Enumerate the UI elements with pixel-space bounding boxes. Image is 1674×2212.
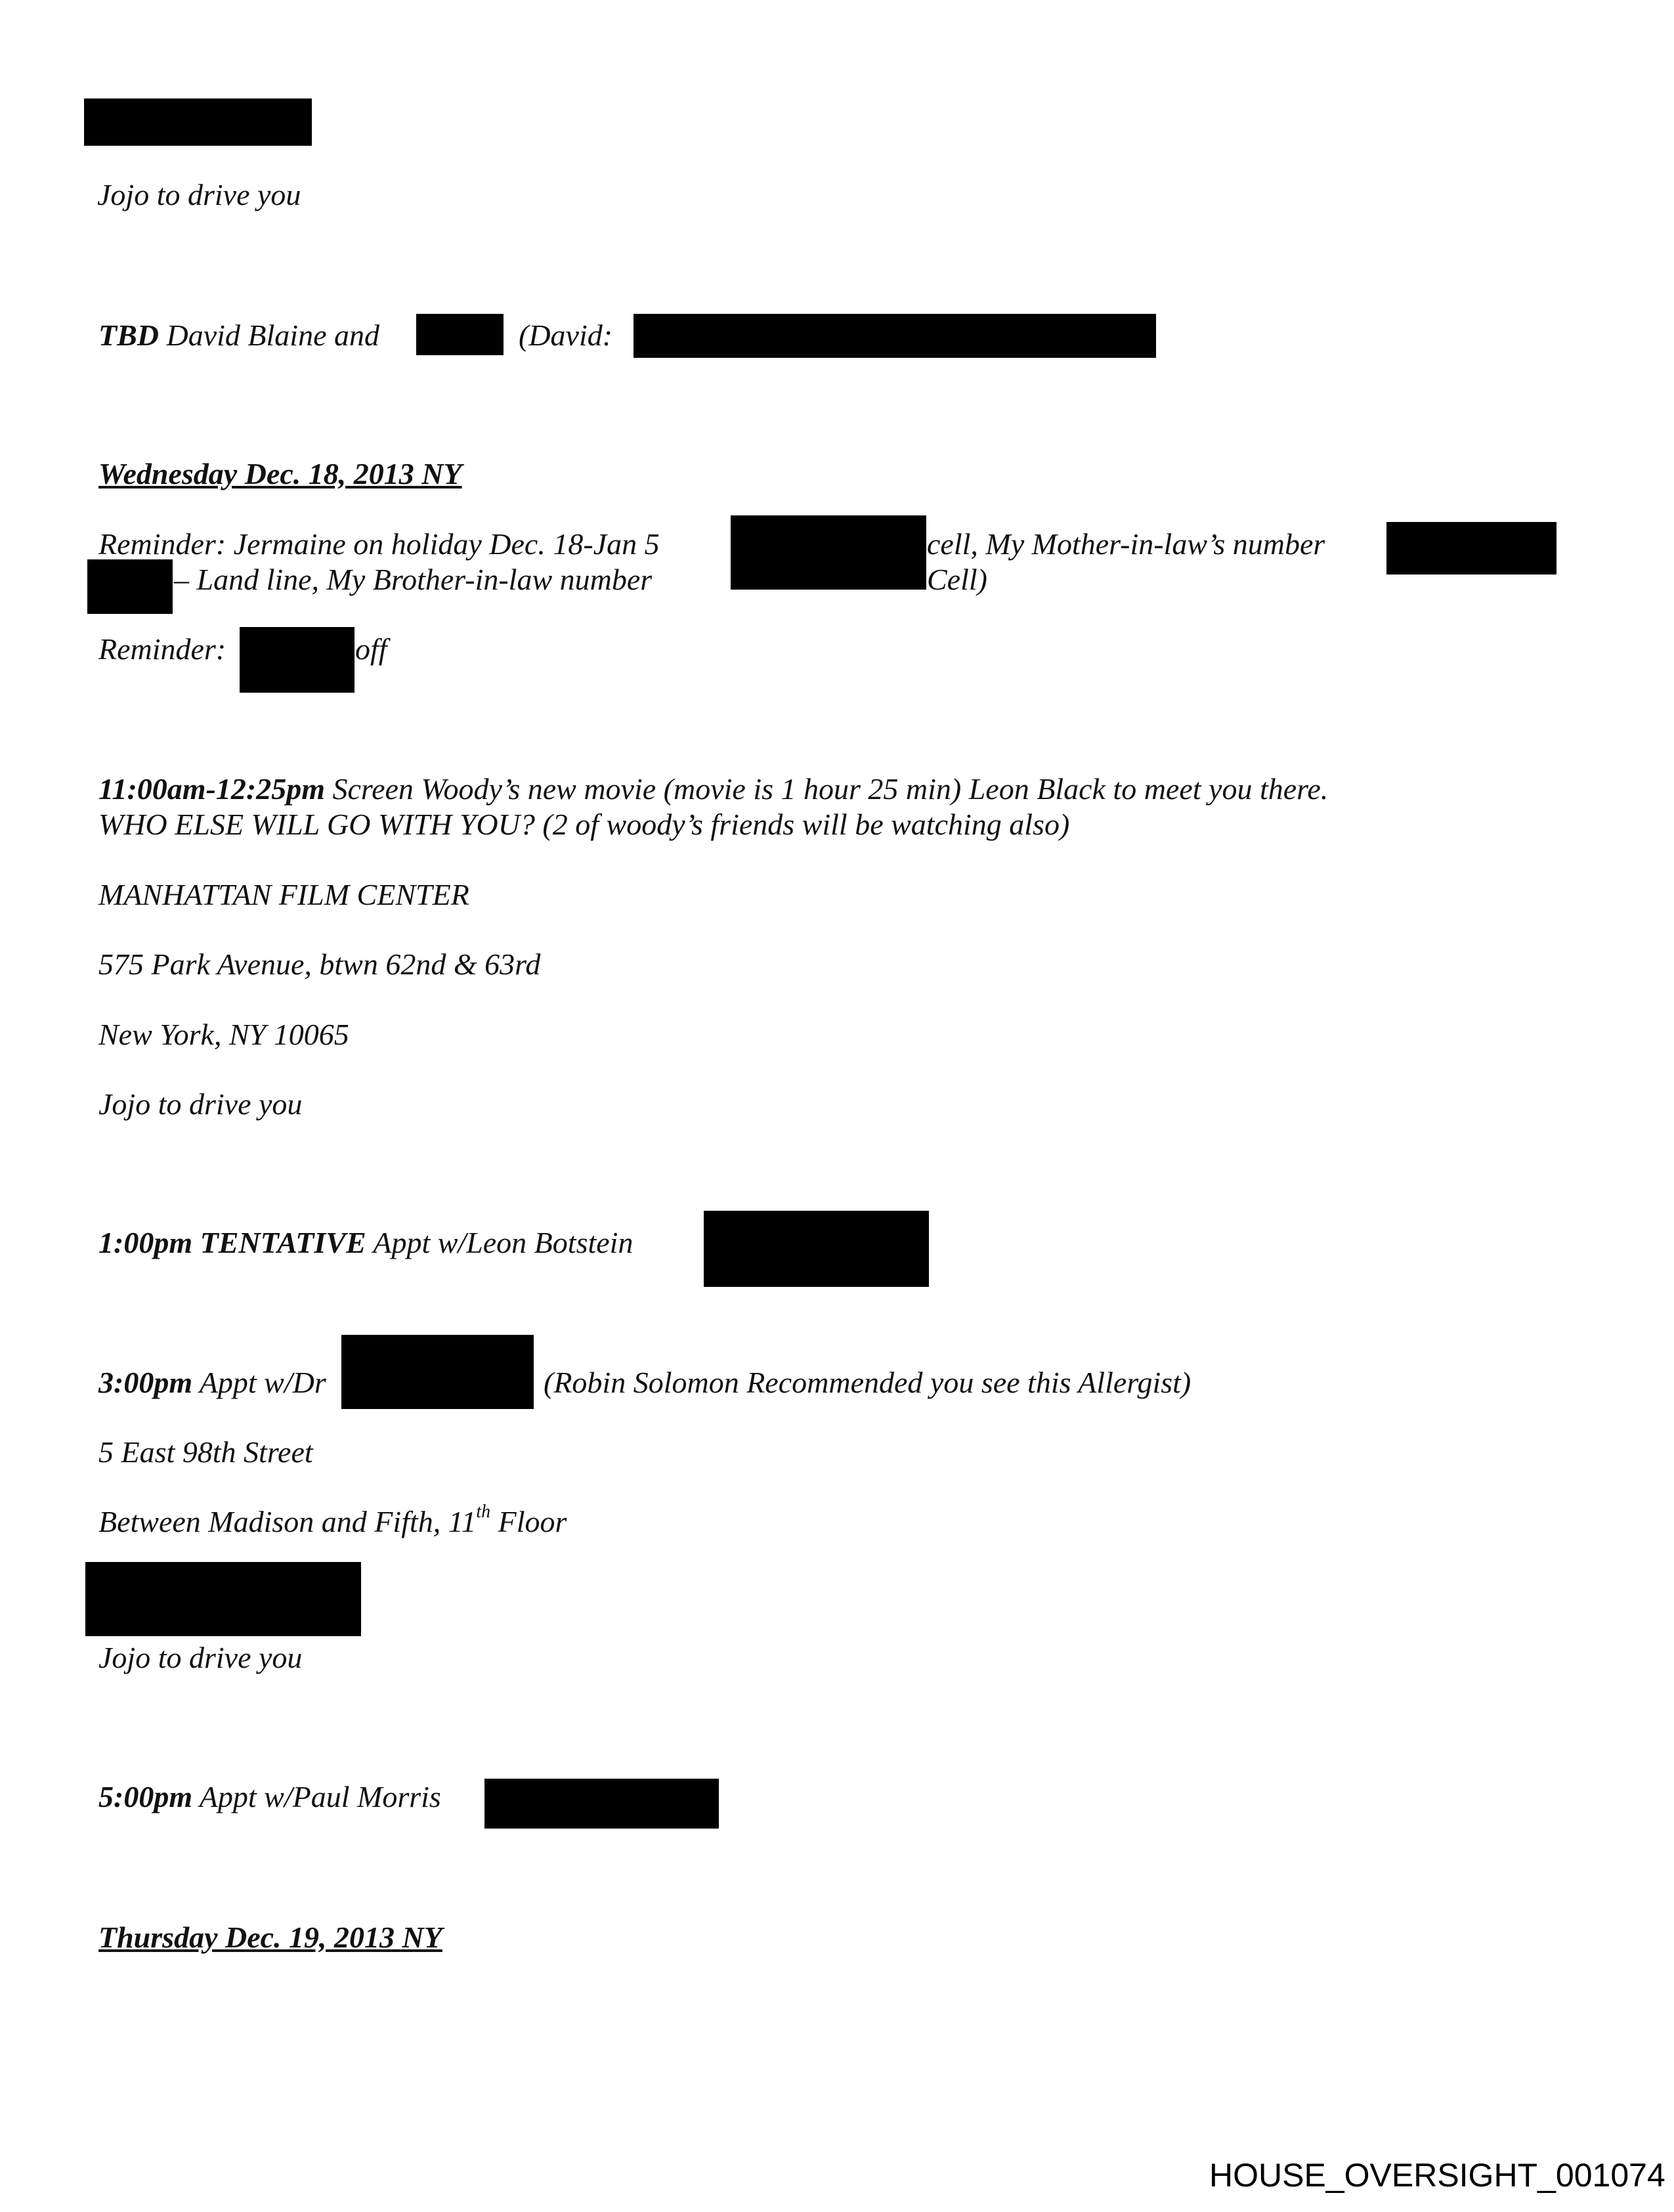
address-text: Floor — [490, 1505, 567, 1538]
address-line: 5 East 98th Street — [98, 1435, 313, 1469]
tbd-text: David Blaine and — [166, 318, 379, 352]
redaction-block — [704, 1211, 929, 1287]
tbd-contact: (David: — [519, 318, 613, 352]
event-text: Appt w/Leon Botstein — [373, 1226, 633, 1259]
bates-number: HOUSE_OVERSIGHT_001074 — [1209, 2157, 1665, 2194]
event-text: Appt w/Dr — [199, 1366, 326, 1399]
redaction-block — [240, 627, 354, 693]
drive-note: Jojo to drive you — [97, 178, 301, 211]
event-note: (Robin Solomon Recommended you see this Allergist) — [544, 1366, 1191, 1399]
event-time: 5:00pm — [98, 1780, 193, 1813]
redaction-block — [484, 1779, 719, 1829]
event-time: 1:00pm TENTATIVE — [98, 1226, 366, 1259]
redaction-block — [416, 314, 504, 355]
reminder-line: cell, My Mother-in-law’s number — [927, 527, 1325, 561]
address-line — [98, 1501, 567, 1540]
drive-note: Jojo to drive you — [98, 1641, 303, 1674]
redaction-block — [85, 1562, 361, 1636]
reminder-line: off — [355, 632, 387, 666]
ordinal-suffix: th — [476, 1501, 491, 1522]
redaction-block — [87, 559, 173, 614]
redaction-block — [633, 314, 1156, 358]
address-line: New York, NY 10065 — [98, 1018, 349, 1051]
reminder-line: Reminder: — [98, 632, 226, 666]
address-line: 575 Park Avenue, btwn 62nd & 63rd — [98, 947, 541, 981]
redaction-block — [341, 1335, 534, 1409]
day-heading: Thursday Dec. 19, 2013 NY — [98, 1920, 442, 1954]
redaction-block — [1386, 522, 1556, 575]
event-line — [98, 1779, 441, 1815]
drive-note: Jojo to drive you — [98, 1087, 303, 1121]
redaction-block — [731, 515, 926, 590]
reminder-line: – Land line, My Brother-in-law number — [174, 563, 653, 596]
tbd-label: TBD — [98, 318, 159, 352]
event-text: Screen Woody’s new movie (movie is 1 hour 25 min) Leon Black to meet you there. — [332, 772, 1329, 806]
venue-name: MANHATTAN FILM CENTER — [98, 878, 469, 911]
event-time: 11:00am-12:25pm — [98, 772, 325, 806]
day-heading: Wednesday Dec. 18, 2013 NY — [98, 457, 462, 490]
redaction-block — [84, 98, 312, 146]
tbd-line — [98, 318, 379, 353]
address-text: Between Madison and Fifth, 11 — [98, 1505, 477, 1538]
event-time: 3:00pm — [98, 1366, 193, 1399]
reminder-line: Cell) — [927, 563, 987, 596]
event-line — [98, 1225, 633, 1261]
event-line: WHO ELSE WILL GO WITH YOU? (2 of woody’s friends will be watching also) — [98, 808, 1070, 841]
event-text: Appt w/Paul Morris — [199, 1780, 441, 1813]
reminder-line: Reminder: Jermaine on holiday Dec. 18-Jan 5 — [98, 527, 660, 561]
event-line — [98, 771, 1328, 807]
event-line — [98, 1365, 326, 1400]
